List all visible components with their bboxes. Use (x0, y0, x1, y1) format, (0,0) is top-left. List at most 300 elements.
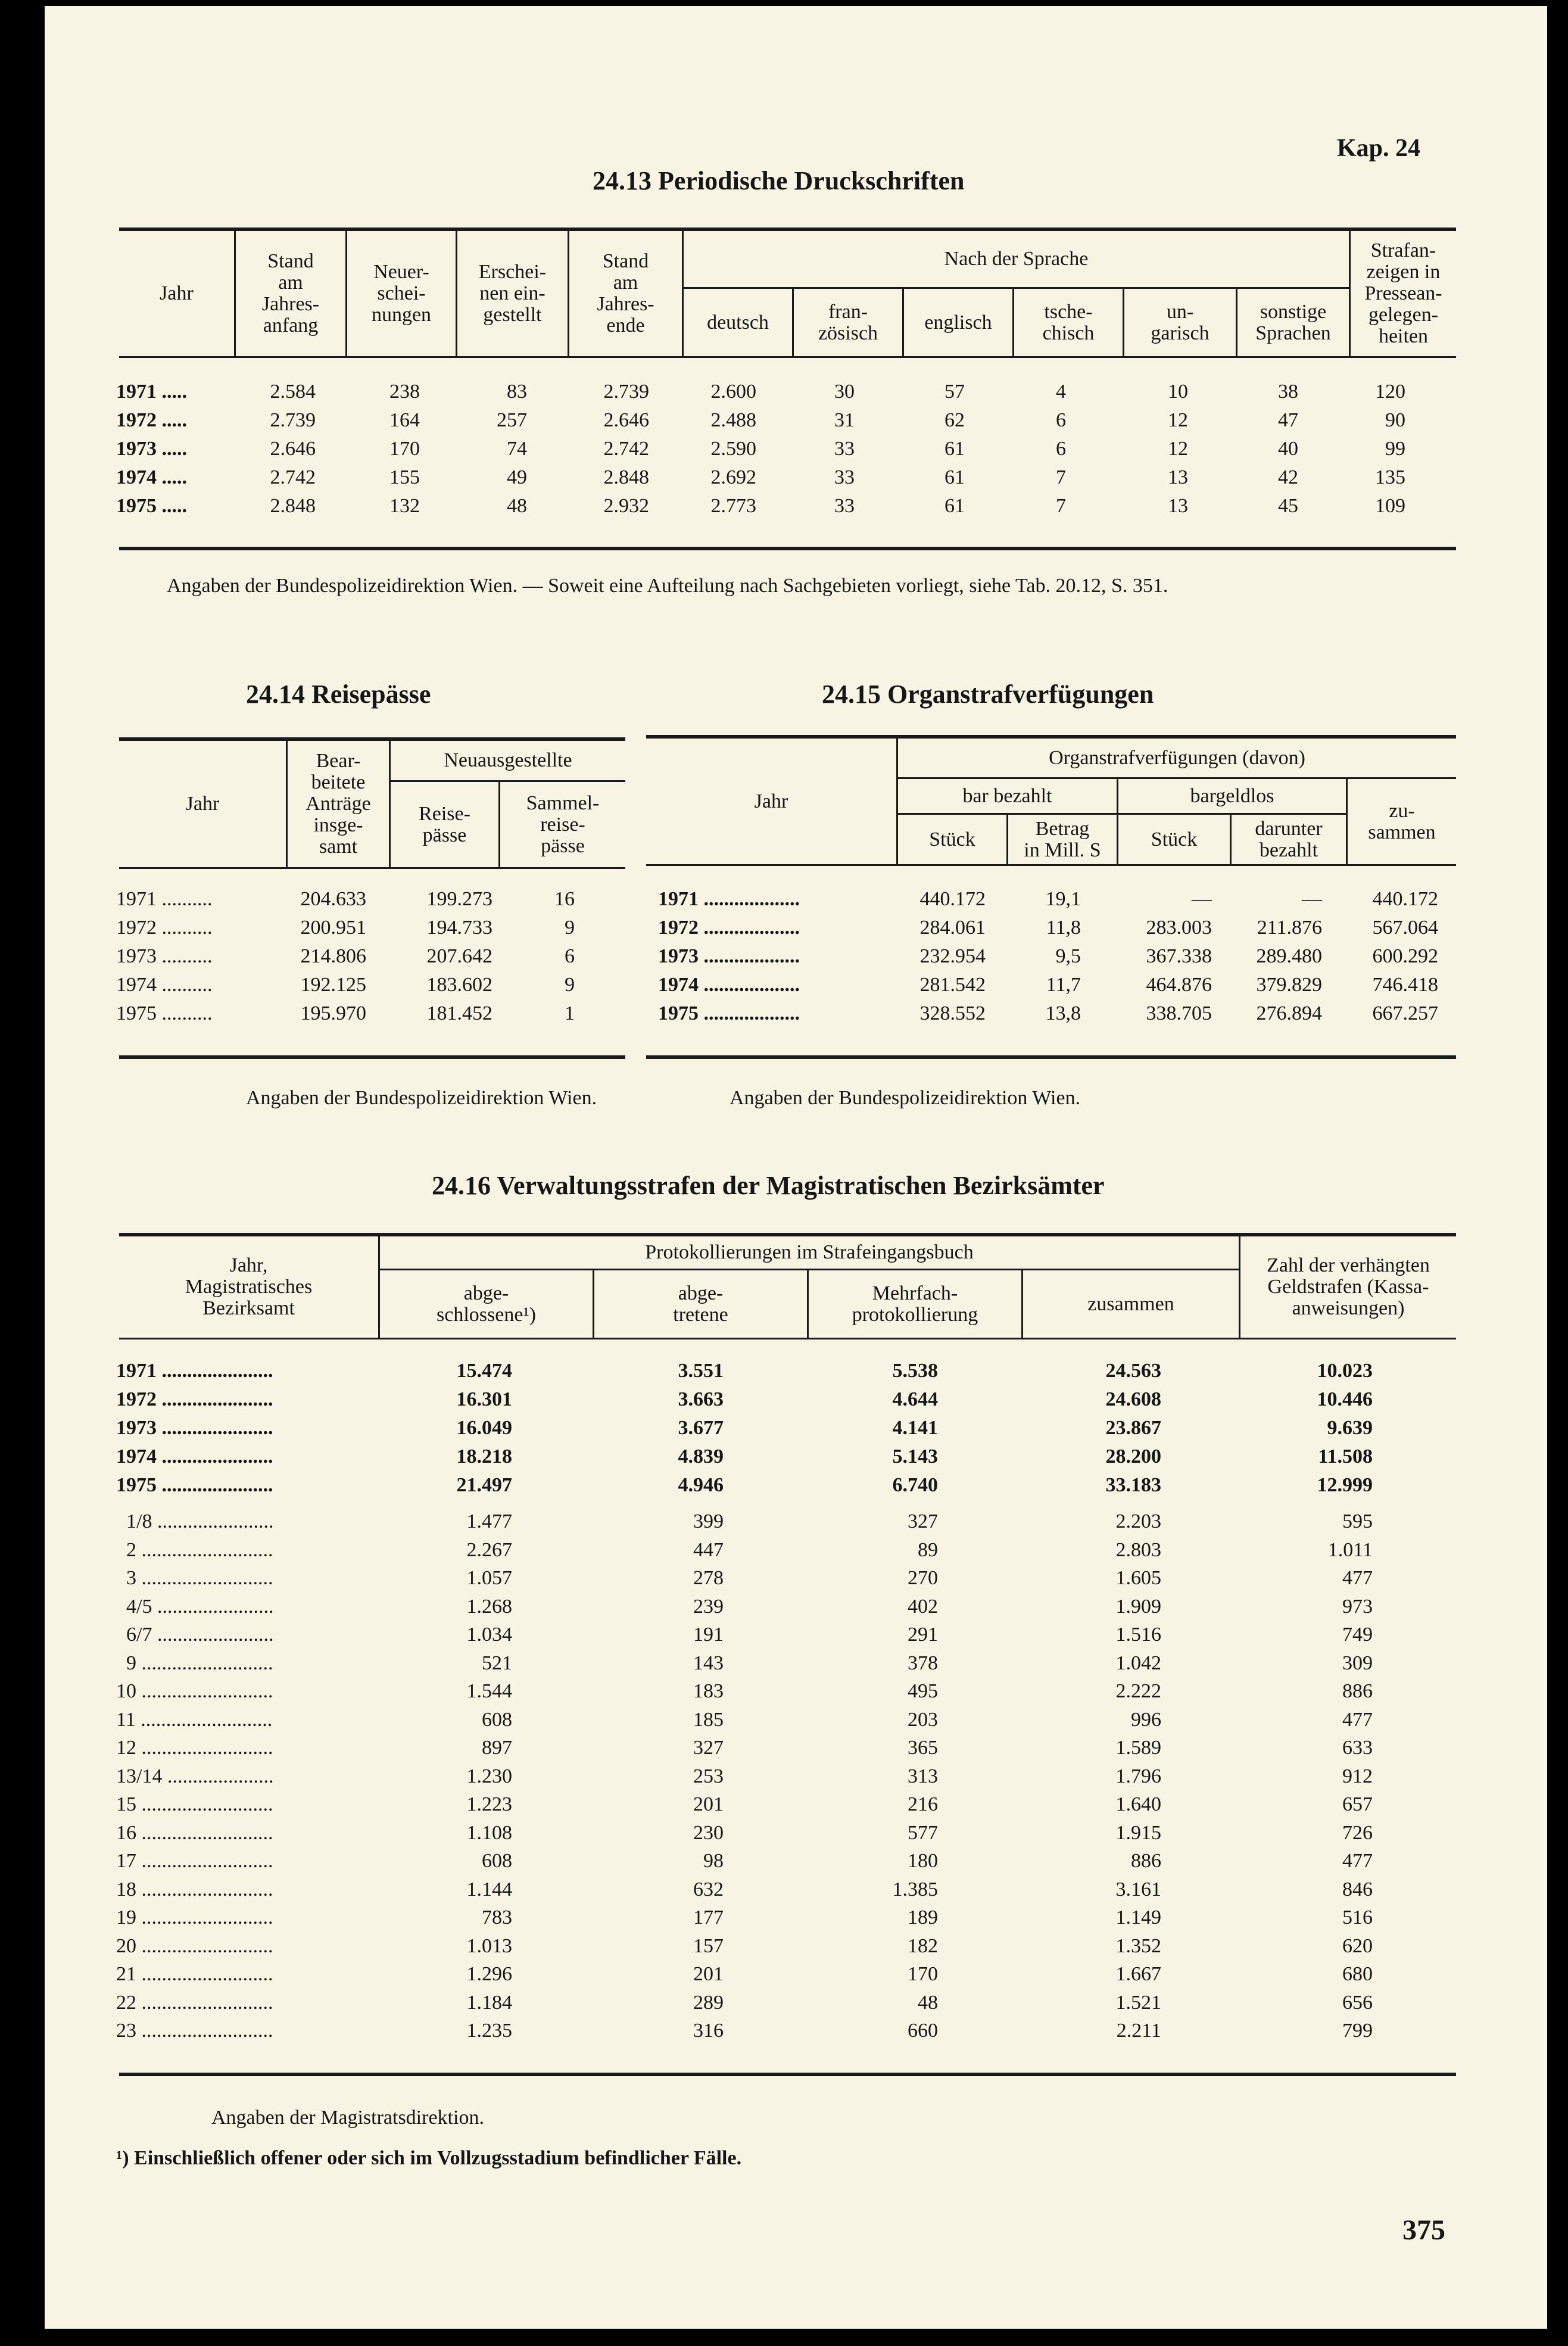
table-cell: 447 (693, 1538, 724, 1561)
table-cell: 11,7 (1046, 974, 1081, 996)
t14-title: 24.14 Reisepässe (246, 680, 431, 709)
table-cell: 74 (507, 438, 527, 460)
table-cell: 270 (908, 1567, 938, 1589)
table-cell: 15.474 (456, 1360, 512, 1382)
document-page (45, 6, 1547, 2329)
table-cell: 9 (565, 974, 575, 996)
page-number: 375 (1402, 2214, 1445, 2246)
table-cell: 5.143 (892, 1445, 938, 1468)
table-cell: 1.605 (1115, 1567, 1161, 1589)
table-cell: 783 (482, 1906, 512, 1928)
table-row-label: 1/8 ....................... (116, 1510, 274, 1532)
table-row-label: 23 .......................... (116, 2020, 273, 2042)
table-cell: 239 (693, 1595, 724, 1618)
table-cell: 61 (944, 466, 965, 488)
table-cell: 189 (908, 1906, 938, 1928)
t15-header-betrag: Betrag in Mill. S (1024, 817, 1101, 861)
table-cell: 746.418 (1372, 974, 1438, 996)
table-row-label: 4/5 ....................... (116, 1595, 274, 1618)
table-cell: 61 (944, 495, 965, 517)
table-cell: 2.742 (270, 466, 316, 488)
table-cell: 201 (693, 1793, 724, 1815)
table-cell: 3.161 (1115, 1878, 1161, 1901)
table-cell: 328.552 (919, 1002, 986, 1024)
table-cell: 42 (1278, 466, 1298, 488)
table-cell: 182 (908, 1934, 938, 1957)
t16-header-abgeschlossene: abge- schlossene¹) (437, 1282, 536, 1326)
table-cell: 577 (908, 1821, 938, 1844)
table-cell: 367.338 (1146, 945, 1212, 967)
table-cell: 1.034 (466, 1624, 512, 1646)
table-cell: 45 (1278, 495, 1298, 517)
table-cell: 1.640 (1115, 1793, 1161, 1815)
table-cell: 4 (1056, 381, 1066, 403)
table-cell: 477 (1342, 1708, 1373, 1731)
table-cell: 2.803 (1115, 1538, 1161, 1561)
t15-header-jahr: Jahr (754, 790, 788, 812)
table-cell: 30 (834, 381, 855, 403)
t13-header-neuerscheinungen: Neuer- schei- nungen (371, 261, 432, 326)
table-row-year: 1975 ................... (658, 1002, 800, 1024)
table-cell: 135 (1375, 466, 1405, 488)
chapter-label: Kap. 24 (1337, 135, 1421, 162)
table-cell: 16.049 (456, 1417, 512, 1439)
table-cell: 180 (908, 1850, 938, 1872)
table-cell: 2.739 (603, 381, 649, 403)
table-row-label: 11 .......................... (116, 1708, 273, 1731)
table-cell: 1.544 (466, 1680, 512, 1702)
t14-note: Angaben der Bundespolizeidirektion Wien. (246, 1087, 597, 1109)
table-cell: 656 (1342, 1991, 1373, 2014)
t15-header-organstrafverfuegungen: Organstrafverfügungen (davon) (1049, 746, 1305, 769)
table-cell: 378 (908, 1652, 938, 1674)
table-cell: 13 (1168, 495, 1188, 517)
table-cell: 6 (565, 945, 575, 967)
table-cell: 291 (908, 1624, 938, 1646)
table-cell: 660 (908, 2020, 938, 2042)
table-cell: 4.141 (892, 1417, 938, 1439)
table-cell: 657 (1342, 1793, 1373, 1815)
table-cell: 33 (834, 438, 855, 460)
table-cell: 402 (908, 1595, 938, 1618)
table-cell: 1.516 (1115, 1624, 1161, 1646)
table-cell: 2.646 (603, 409, 649, 431)
table-cell: 283.003 (1146, 917, 1212, 939)
table-row-label: 21 .......................... (116, 1963, 273, 1985)
table-cell: 567.064 (1372, 917, 1438, 939)
table-cell: 2.267 (466, 1538, 512, 1561)
table-cell: 2.848 (270, 495, 316, 517)
table-cell: 1.268 (466, 1595, 512, 1618)
table-cell: 170 (389, 438, 420, 460)
table-cell: 10.446 (1317, 1388, 1373, 1410)
table-row-label: 1973 ...................... (116, 1417, 273, 1439)
table-cell: 1.352 (1115, 1934, 1161, 1957)
table-cell: 10.023 (1317, 1360, 1373, 1382)
table-cell: 177 (693, 1906, 724, 1928)
t13-header-strafanzeigen: Strafan- zeigen in Pressean- gelegen- heiten (1364, 239, 1442, 347)
t13-header-jahr: Jahr (160, 282, 194, 304)
table-cell: 327 (693, 1737, 724, 1759)
table-row-year: 1974 ..... (116, 466, 187, 488)
table-cell: 1.385 (892, 1878, 938, 1901)
table-cell: 3.551 (678, 1360, 724, 1382)
table-cell: 1.477 (466, 1510, 512, 1532)
table-cell: 33 (834, 466, 855, 488)
t15-header-stueck-bargeldlos: Stück (1151, 828, 1198, 850)
table-row-label: 6/7 ....................... (116, 1624, 274, 1646)
table-row-year: 1973 .......... (116, 945, 213, 967)
table-cell: 2.692 (710, 466, 756, 488)
table-cell: 726 (1342, 1821, 1373, 1844)
table-cell: 2.773 (710, 495, 756, 517)
table-cell: 6 (1056, 438, 1066, 460)
table-row-year: 1974 ................... (658, 974, 800, 996)
t15-title: 24.15 Organstrafverfügungen (822, 680, 1154, 709)
table-cell: 89 (918, 1538, 938, 1561)
table-cell: 62 (944, 409, 965, 431)
table-cell: 1.796 (1115, 1765, 1161, 1787)
table-cell: 1.013 (466, 1934, 512, 1957)
table-cell: 667.257 (1372, 1002, 1438, 1024)
table-cell: 61 (944, 438, 965, 460)
t16-header-zusammen: zusammen (1087, 1292, 1174, 1315)
table-cell: 2.932 (603, 495, 649, 517)
table-cell: 477 (1342, 1567, 1373, 1589)
t13-note: Angaben der Bundespolizeidirektion Wien. — Soweit eine Aufteilung nach Sachgebieten vorliegt, siehe Tab. 20.12, S. 351. (167, 575, 1168, 597)
table-cell: 13,8 (1045, 1002, 1081, 1024)
t15-header-bar-bezahlt: bar bezahlt (962, 784, 1052, 807)
table-row-label: 1972 ...................... (116, 1388, 273, 1410)
table-cell: 1.909 (1115, 1595, 1161, 1618)
table-cell: 600.292 (1372, 945, 1438, 967)
table-row-year: 1973 ..... (116, 438, 187, 460)
table-cell: 9.639 (1327, 1417, 1373, 1439)
table-cell: 749 (1342, 1624, 1373, 1646)
table-cell: 203 (908, 1708, 938, 1731)
table-cell: 183 (693, 1680, 724, 1702)
table-cell: 2.211 (1116, 2020, 1161, 2042)
t13-header-eingestellt: Erschei- nen ein- gestellt (478, 261, 547, 326)
table-cell: 2.600 (710, 381, 756, 403)
table-cell: 40 (1278, 438, 1298, 460)
table-cell: 440.172 (1372, 888, 1438, 910)
table-cell: 516 (1342, 1906, 1373, 1928)
table-cell: 365 (908, 1737, 938, 1759)
table-cell: 24.563 (1105, 1360, 1161, 1382)
table-cell: 4.839 (678, 1445, 724, 1468)
table-cell: 38 (1278, 381, 1298, 403)
table-row-year: 1971 ..... (116, 381, 187, 403)
table-cell: 1.915 (1115, 1821, 1161, 1844)
table-cell: 21.497 (456, 1474, 512, 1496)
t13-title: 24.13 Periodische Druckschriften (593, 166, 965, 195)
table-cell: 633 (1342, 1737, 1373, 1759)
t13-header-ungarisch: un- garisch (1151, 300, 1209, 344)
table-cell: 379.829 (1256, 974, 1322, 996)
t13-header-nach-sprache: Nach der Sprache (944, 248, 1089, 270)
table-cell: 6.740 (892, 1474, 938, 1496)
table-cell: 886 (1131, 1850, 1161, 1872)
table-row-year: 1972 ..... (116, 409, 187, 431)
table-cell: 440.172 (919, 888, 986, 910)
table-cell: 157 (693, 1934, 724, 1957)
table-cell: 3.677 (678, 1417, 724, 1439)
table-row-label: 22 .......................... (116, 1991, 273, 2014)
t14-header-reisepaesse: Reise- pässe (419, 802, 470, 846)
table-cell: 214.806 (300, 945, 366, 967)
table-cell: 680 (1342, 1963, 1373, 1985)
table-row-year: 1972 .......... (116, 917, 213, 939)
table-cell: 289.480 (1256, 945, 1322, 967)
table-row-year: 1975 ..... (116, 495, 187, 517)
table-row-label: 18 .......................... (116, 1878, 273, 1901)
table-cell: 16.301 (456, 1388, 512, 1410)
t13-header-franzoesisch: fran- zösisch (818, 300, 878, 344)
table-cell: 98 (703, 1850, 724, 1872)
table-cell: 11,8 (1046, 917, 1081, 939)
table-cell: — (1302, 888, 1322, 910)
table-cell: 83 (507, 381, 527, 403)
t16-header-jahr-bezirksamt: Jahr, Magistratisches Bezirksamt (185, 1254, 313, 1319)
table-cell: 164 (389, 409, 420, 431)
table-cell: 230 (693, 1821, 724, 1844)
table-cell: 257 (497, 409, 527, 431)
table-cell: 620 (1342, 1934, 1373, 1957)
table-cell: 973 (1342, 1595, 1373, 1618)
table-cell: — (1192, 888, 1212, 910)
table-row-year: 1971 .......... (116, 888, 213, 910)
table-cell: 185 (693, 1708, 724, 1731)
table-row-year: 1971 ................... (658, 888, 800, 910)
table-cell: 191 (693, 1624, 724, 1646)
t16-title: 24.16 Verwaltungsstrafen der Magistratischen Bezirksämter (432, 1171, 1105, 1200)
table-cell: 316 (693, 2020, 724, 2042)
t15-note: Angaben der Bundespolizeidirektion Wien. (730, 1087, 1081, 1109)
table-cell: 897 (482, 1737, 512, 1759)
table-cell: 13 (1168, 466, 1188, 488)
table-cell: 33.183 (1105, 1474, 1161, 1496)
table-row-label: 1971 ...................... (116, 1360, 273, 1382)
table-cell: 2.222 (1115, 1680, 1161, 1702)
table-cell: 23.867 (1105, 1417, 1161, 1439)
table-cell: 183.602 (426, 974, 492, 996)
t13-header-englisch: englisch (924, 311, 992, 334)
table-cell: 194.733 (426, 917, 492, 939)
table-cell: 7 (1056, 495, 1066, 517)
table-cell: 1.589 (1115, 1737, 1161, 1759)
table-cell: 11.508 (1318, 1445, 1373, 1468)
table-cell: 1.144 (466, 1878, 512, 1901)
table-cell: 4.644 (892, 1388, 938, 1410)
table-cell: 1.042 (1115, 1652, 1161, 1674)
table-cell: 1.149 (1115, 1906, 1161, 1928)
table-cell: 195.970 (300, 1002, 366, 1024)
table-cell: 309 (1342, 1652, 1373, 1674)
t16-header-geldstrafen: Zahl der verhängten Geldstrafen (Kassa- anweisungen) (1267, 1254, 1430, 1319)
t16-footnote: ¹) Einschließlich offener oder sich im Vollzugsstadium befindlicher Fälle. (116, 2147, 742, 2169)
table-row-label: 13/14 ..................... (116, 1765, 274, 1787)
table-cell: 18.218 (456, 1445, 512, 1468)
table-cell: 1 (565, 1002, 575, 1024)
table-cell: 289 (693, 1991, 724, 2014)
table-cell: 155 (389, 466, 420, 488)
table-cell: 12 (1168, 409, 1188, 431)
table-cell: 2.584 (270, 381, 316, 403)
table-cell: 2.739 (270, 409, 316, 431)
t15-header-zusammen: zu- sammen (1368, 799, 1436, 843)
table-cell: 192.125 (300, 974, 366, 996)
t14-header-neuausgestellte: Neuausgestellte (444, 749, 572, 771)
table-cell: 2.488 (710, 409, 756, 431)
table-cell: 1.057 (466, 1567, 512, 1589)
table-cell: 16 (554, 888, 575, 910)
table-cell: 632 (693, 1878, 724, 1901)
table-cell: 211.876 (1257, 917, 1322, 939)
t13-header-stand-ende: Stand am Jahres- ende (597, 250, 654, 337)
table-row-label: 20 .......................... (116, 1934, 273, 1957)
table-cell: 47 (1278, 409, 1298, 431)
table-cell: 48 (507, 495, 527, 517)
t15-header-bargeldlos: bargeldlos (1190, 784, 1274, 807)
table-cell: 90 (1385, 409, 1405, 431)
table-cell: 24.608 (1105, 1388, 1161, 1410)
table-cell: 912 (1342, 1765, 1373, 1787)
table-cell: 132 (389, 495, 420, 517)
table-cell: 886 (1342, 1680, 1373, 1702)
table-cell: 143 (693, 1652, 724, 1674)
t13-header-sonstige: sonstige Sprachen (1255, 300, 1331, 344)
table-cell: 2.742 (603, 438, 649, 460)
table-cell: 1.667 (1115, 1963, 1161, 1985)
table-row-label: 10 .......................... (116, 1680, 273, 1702)
table-row-year: 1974 .......... (116, 974, 213, 996)
table-cell: 996 (1131, 1708, 1161, 1731)
t16-header-protokollierungen: Protokollierungen im Strafeingangsbuch (645, 1241, 974, 1263)
table-cell: 109 (1375, 495, 1405, 517)
table-cell: 2.848 (603, 466, 649, 488)
table-cell: 9,5 (1055, 945, 1081, 967)
table-cell: 2.203 (1115, 1510, 1161, 1532)
table-cell: 99 (1385, 438, 1405, 460)
table-cell: 1.230 (466, 1765, 512, 1787)
table-cell: 846 (1342, 1878, 1373, 1901)
table-cell: 28.200 (1105, 1445, 1161, 1468)
table-row-year: 1973 ................... (658, 945, 800, 967)
table-cell: 10 (1168, 381, 1188, 403)
table-cell: 216 (908, 1793, 938, 1815)
t13-header-tschechisch: tsche- chisch (1042, 300, 1095, 344)
table-cell: 2.646 (270, 438, 316, 460)
table-cell: 199.273 (426, 888, 492, 910)
table-cell: 477 (1342, 1850, 1373, 1872)
table-cell: 9 (565, 917, 575, 939)
t14-header-jahr: Jahr (185, 793, 220, 815)
table-cell: 278 (693, 1567, 724, 1589)
table-row-label: 2 .......................... (116, 1538, 273, 1561)
table-cell: 595 (1342, 1510, 1373, 1532)
table-cell: 4.946 (678, 1474, 724, 1496)
table-row-year: 1975 .......... (116, 1002, 213, 1024)
table-cell: 799 (1342, 2020, 1373, 2042)
table-cell: 399 (693, 1510, 724, 1532)
table-row-label: 17 .......................... (116, 1850, 273, 1872)
table-cell: 1.296 (466, 1963, 512, 1985)
t15-header-darunter-bezahlt: darunter bezahlt (1255, 817, 1323, 861)
t16-header-abgetretene: abge- tretene (673, 1282, 728, 1326)
table-cell: 5.538 (892, 1360, 938, 1382)
table-cell: 1.184 (466, 1991, 512, 2014)
table-cell: 57 (944, 381, 965, 403)
table-cell: 327 (908, 1510, 938, 1532)
table-row-label: 15 .......................... (116, 1793, 273, 1815)
table-row-label: 1974 ...................... (116, 1445, 273, 1468)
table-cell: 238 (389, 381, 420, 403)
table-cell: 284.061 (919, 917, 986, 939)
table-cell: 464.876 (1146, 974, 1212, 996)
t13-header-deutsch: deutsch (707, 311, 769, 334)
t15-header-stueck: Stück (929, 828, 975, 850)
t16-header-mehrfachprotokollierung: Mehrfach- protokollierung (852, 1282, 978, 1326)
table-cell: 1.223 (466, 1793, 512, 1815)
table-cell: 204.633 (300, 888, 366, 910)
table-row-label: 12 .......................... (116, 1737, 273, 1759)
table-cell: 181.452 (426, 1002, 492, 1024)
table-cell: 19,1 (1045, 888, 1081, 910)
table-cell: 232.954 (919, 945, 986, 967)
table-cell: 281.542 (919, 974, 986, 996)
table-cell: 1.011 (1327, 1538, 1373, 1561)
table-row-label: 1975 ...................... (116, 1474, 273, 1496)
table-cell: 31 (834, 409, 855, 431)
table-cell: 253 (693, 1765, 724, 1787)
table-cell: 2.590 (710, 438, 756, 460)
table-cell: 12 (1168, 438, 1188, 460)
t14-header-sammelreisepaesse: Sammel- reise- pässe (526, 792, 600, 857)
table-row-label: 9 .......................... (116, 1652, 273, 1674)
table-cell: 12.999 (1317, 1474, 1373, 1496)
table-cell: 207.642 (426, 945, 492, 967)
table-row-year: 1972 ................... (658, 917, 800, 939)
table-row-label: 3 .......................... (116, 1567, 273, 1589)
table-cell: 33 (834, 495, 855, 517)
table-cell: 3.663 (678, 1388, 724, 1410)
table-cell: 201 (693, 1963, 724, 1985)
table-cell: 313 (908, 1765, 938, 1787)
t16-note: Angaben der Magistratsdirektion. (211, 2107, 484, 2129)
table-cell: 170 (908, 1963, 938, 1985)
table-cell: 200.951 (300, 917, 366, 939)
table-cell: 7 (1056, 466, 1066, 488)
t14-header-bearbeitete: Bear- beitete Anträge insge- samt (306, 750, 371, 858)
table-cell: 120 (1375, 381, 1405, 403)
table-cell: 521 (482, 1652, 512, 1674)
table-cell: 276.894 (1256, 1002, 1322, 1024)
table-cell: 495 (908, 1680, 938, 1702)
table-cell: 49 (507, 466, 527, 488)
table-row-label: 19 .......................... (116, 1906, 273, 1928)
table-cell: 6 (1056, 409, 1066, 431)
table-cell: 1.521 (1115, 1991, 1161, 2014)
table-cell: 608 (482, 1850, 512, 1872)
table-cell: 338.705 (1146, 1002, 1212, 1024)
table-cell: 48 (918, 1991, 938, 2014)
t13-header-stand-anfang: Stand am Jahres- anfang (261, 250, 320, 337)
table-cell: 1.108 (466, 1821, 512, 1844)
table-cell: 608 (482, 1708, 512, 1731)
table-row-label: 16 .......................... (116, 1821, 273, 1844)
table-cell: 1.235 (466, 2020, 512, 2042)
